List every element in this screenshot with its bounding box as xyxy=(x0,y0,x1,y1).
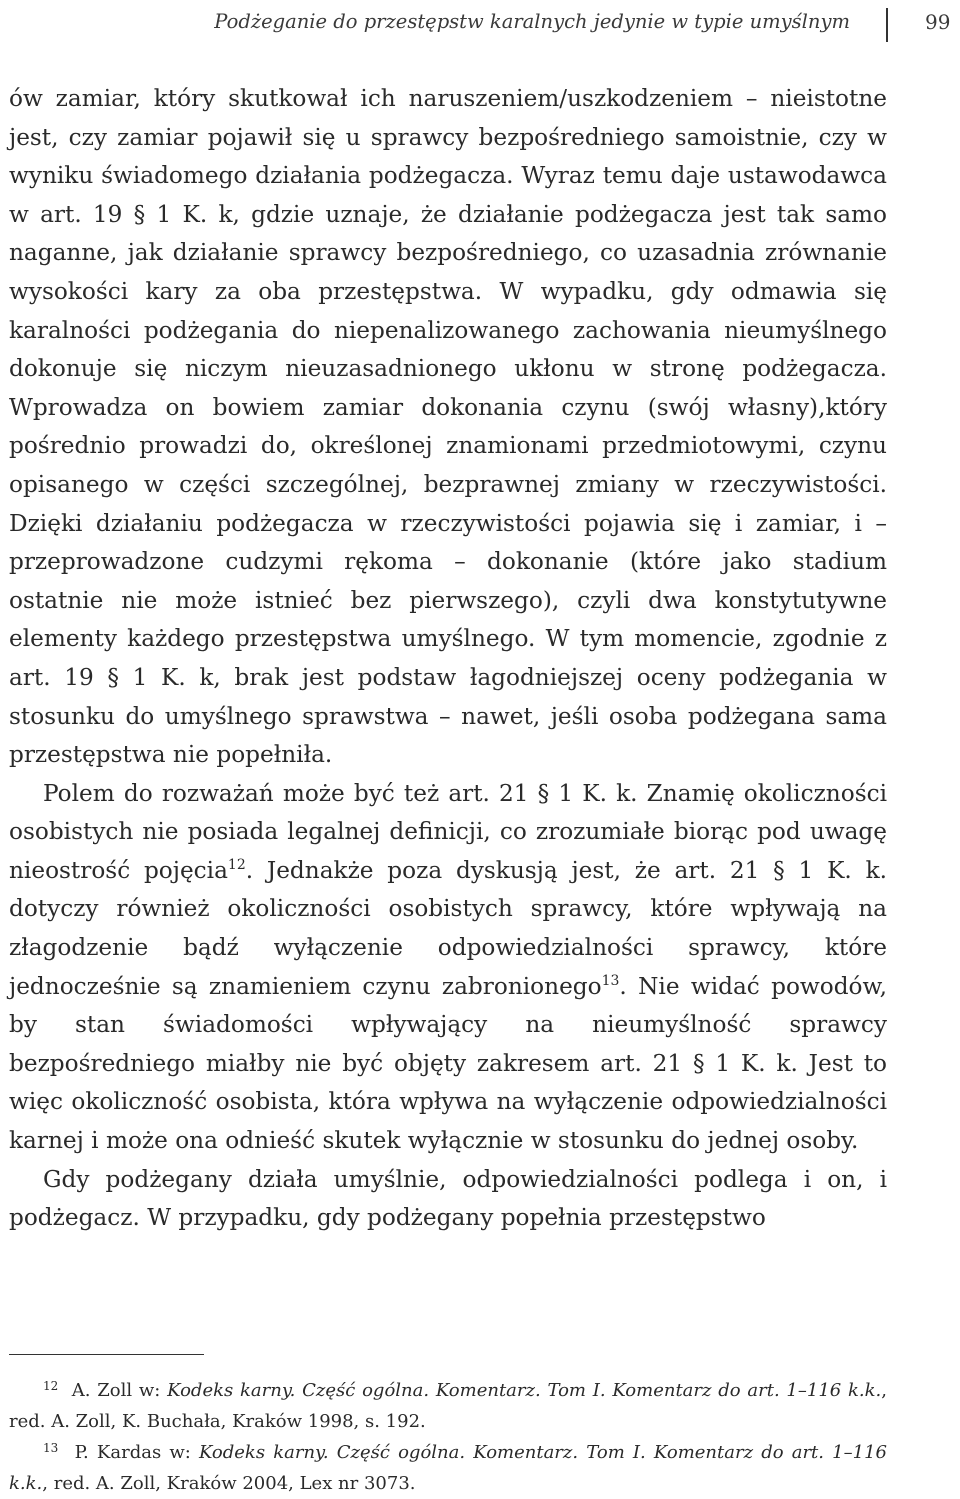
footnote-ref-12[interactable]: 12 xyxy=(227,856,246,873)
paragraph-2 xyxy=(9,775,887,1161)
main-text xyxy=(9,80,887,1238)
running-title: Podżeganie do przestępstw karalnych jedynie w typie umyślnym xyxy=(214,10,850,33)
footnote-source-title: Kodeks karny. Część ogólna. Komentarz. Tom I. Komentarz do art. 1–116 k.k. xyxy=(9,1442,887,1494)
footnotes xyxy=(9,1375,887,1499)
paragraph-2-part-a: Polem do rozważań może być też art. 21 § 1 K. k. Znamię okoliczności osobistych nie posiada legalnej definicji, co zrozumiałe biorąc pod uwagę nieostrość pojęcia xyxy=(9,779,887,884)
footnote-separator xyxy=(9,1354,204,1355)
page-number: 99 xyxy=(925,10,951,34)
paragraph-2-part-b: . Jednakże poza dyskusją jest, że art. 21 § 1 K. k. dotyczy również okoliczności osobistych sprawcy, które wpływają na złagodzenie bądź wyłączenie odpowiedzialności sprawcy, które jednocześnie są znamieniem czynu zabronionego xyxy=(9,856,887,1000)
paragraph-1: ów zamiar, który skutkował ich naruszeniem/uszkodzeniem – nieistotne jest, czy zamiar pojawił się u sprawcy bezpośredniego samoistnie, czy w wyniku świadomego działania podżegacza. Wyraz temu daje ustawodawca w art. 19 § 1 K. k, gdzie uznaje, że działanie podżegacza jest tak samo naganne, jak działanie sprawcy bezpośredniego, co uzasadnia zrównanie wysokości kary za oba przestępstwa. W wypadku, gdy odmawia się karalności podżegania do niepenalizowanego zachowania nieumyślnego dokonuje się niczym nieuzasadnionego ukłonu w stronę podżegacza. Wprowadza on bowiem zamiar dokonania czynu (swój własny),który pośrednio prowadzi do, określonej znamionami przedmiotowymi, czynu opisanego w części szczególnej, bezprawnej zmiany w rzeczywistości. Dzięki działaniu podżegacza w rzeczywistości pojawia się i zamiar, i – przeprowadzone cudzymi rękoma – dokonanie (które jako stadium ostatnie nie może istnieć bez pierwszego), czyli dwa konstytutywne elementy każdego przestępstwa umyślnego. W tym momencie, zgodnie z art. 19 § 1 K. k, brak jest podstaw łagodniejszej oceny podżegania w stosunku do umyślnego sprawstwa – nawet, jeśli osoba podżegana sama przestępstwa nie popełniła. xyxy=(9,85,887,769)
page-header xyxy=(0,8,960,48)
footnote-details: , red. A. Zoll, Kraków 2004, Lex nr 3073. xyxy=(42,1473,416,1494)
footnote-source-title: Kodeks karny. Część ogólna. Komentarz. Tom I. Komentarz do art. 1–116 k.k. xyxy=(167,1380,882,1401)
header-divider xyxy=(886,8,888,42)
footnote-number: 12 xyxy=(43,1379,59,1393)
paragraph-3: Gdy podżegany działa umyślnie, odpowiedzialności podlega i on, i podżegacz. W przypadku, gdy podżegany popełnia przestępstwo xyxy=(9,1165,887,1232)
paragraph-2-part-c: . Nie widać powodów, by stan świadomości wpływający na nieumyślność sprawcy bezpośredniego miałby nie być objęty zakresem art. 21 § 1 K. k. Jest to więc okoliczność osobista, która wpływa na wyłączenie odpowiedzialności karnej i może ona odnieść skutek wyłącznie w stosunku do jednej osoby. xyxy=(9,972,887,1155)
footnote-details: , red. A. Zoll, K. Buchała, Kraków 1998, s. 192. xyxy=(9,1380,887,1432)
footnote-13 xyxy=(9,1437,887,1499)
footnote-number: 13 xyxy=(43,1441,59,1455)
footnote-12 xyxy=(9,1375,887,1437)
footnote-lead: A. Zoll w: xyxy=(71,1380,168,1401)
footnote-ref-13[interactable]: 13 xyxy=(601,972,620,989)
footnote-lead: P. Kardas w: xyxy=(74,1442,199,1463)
